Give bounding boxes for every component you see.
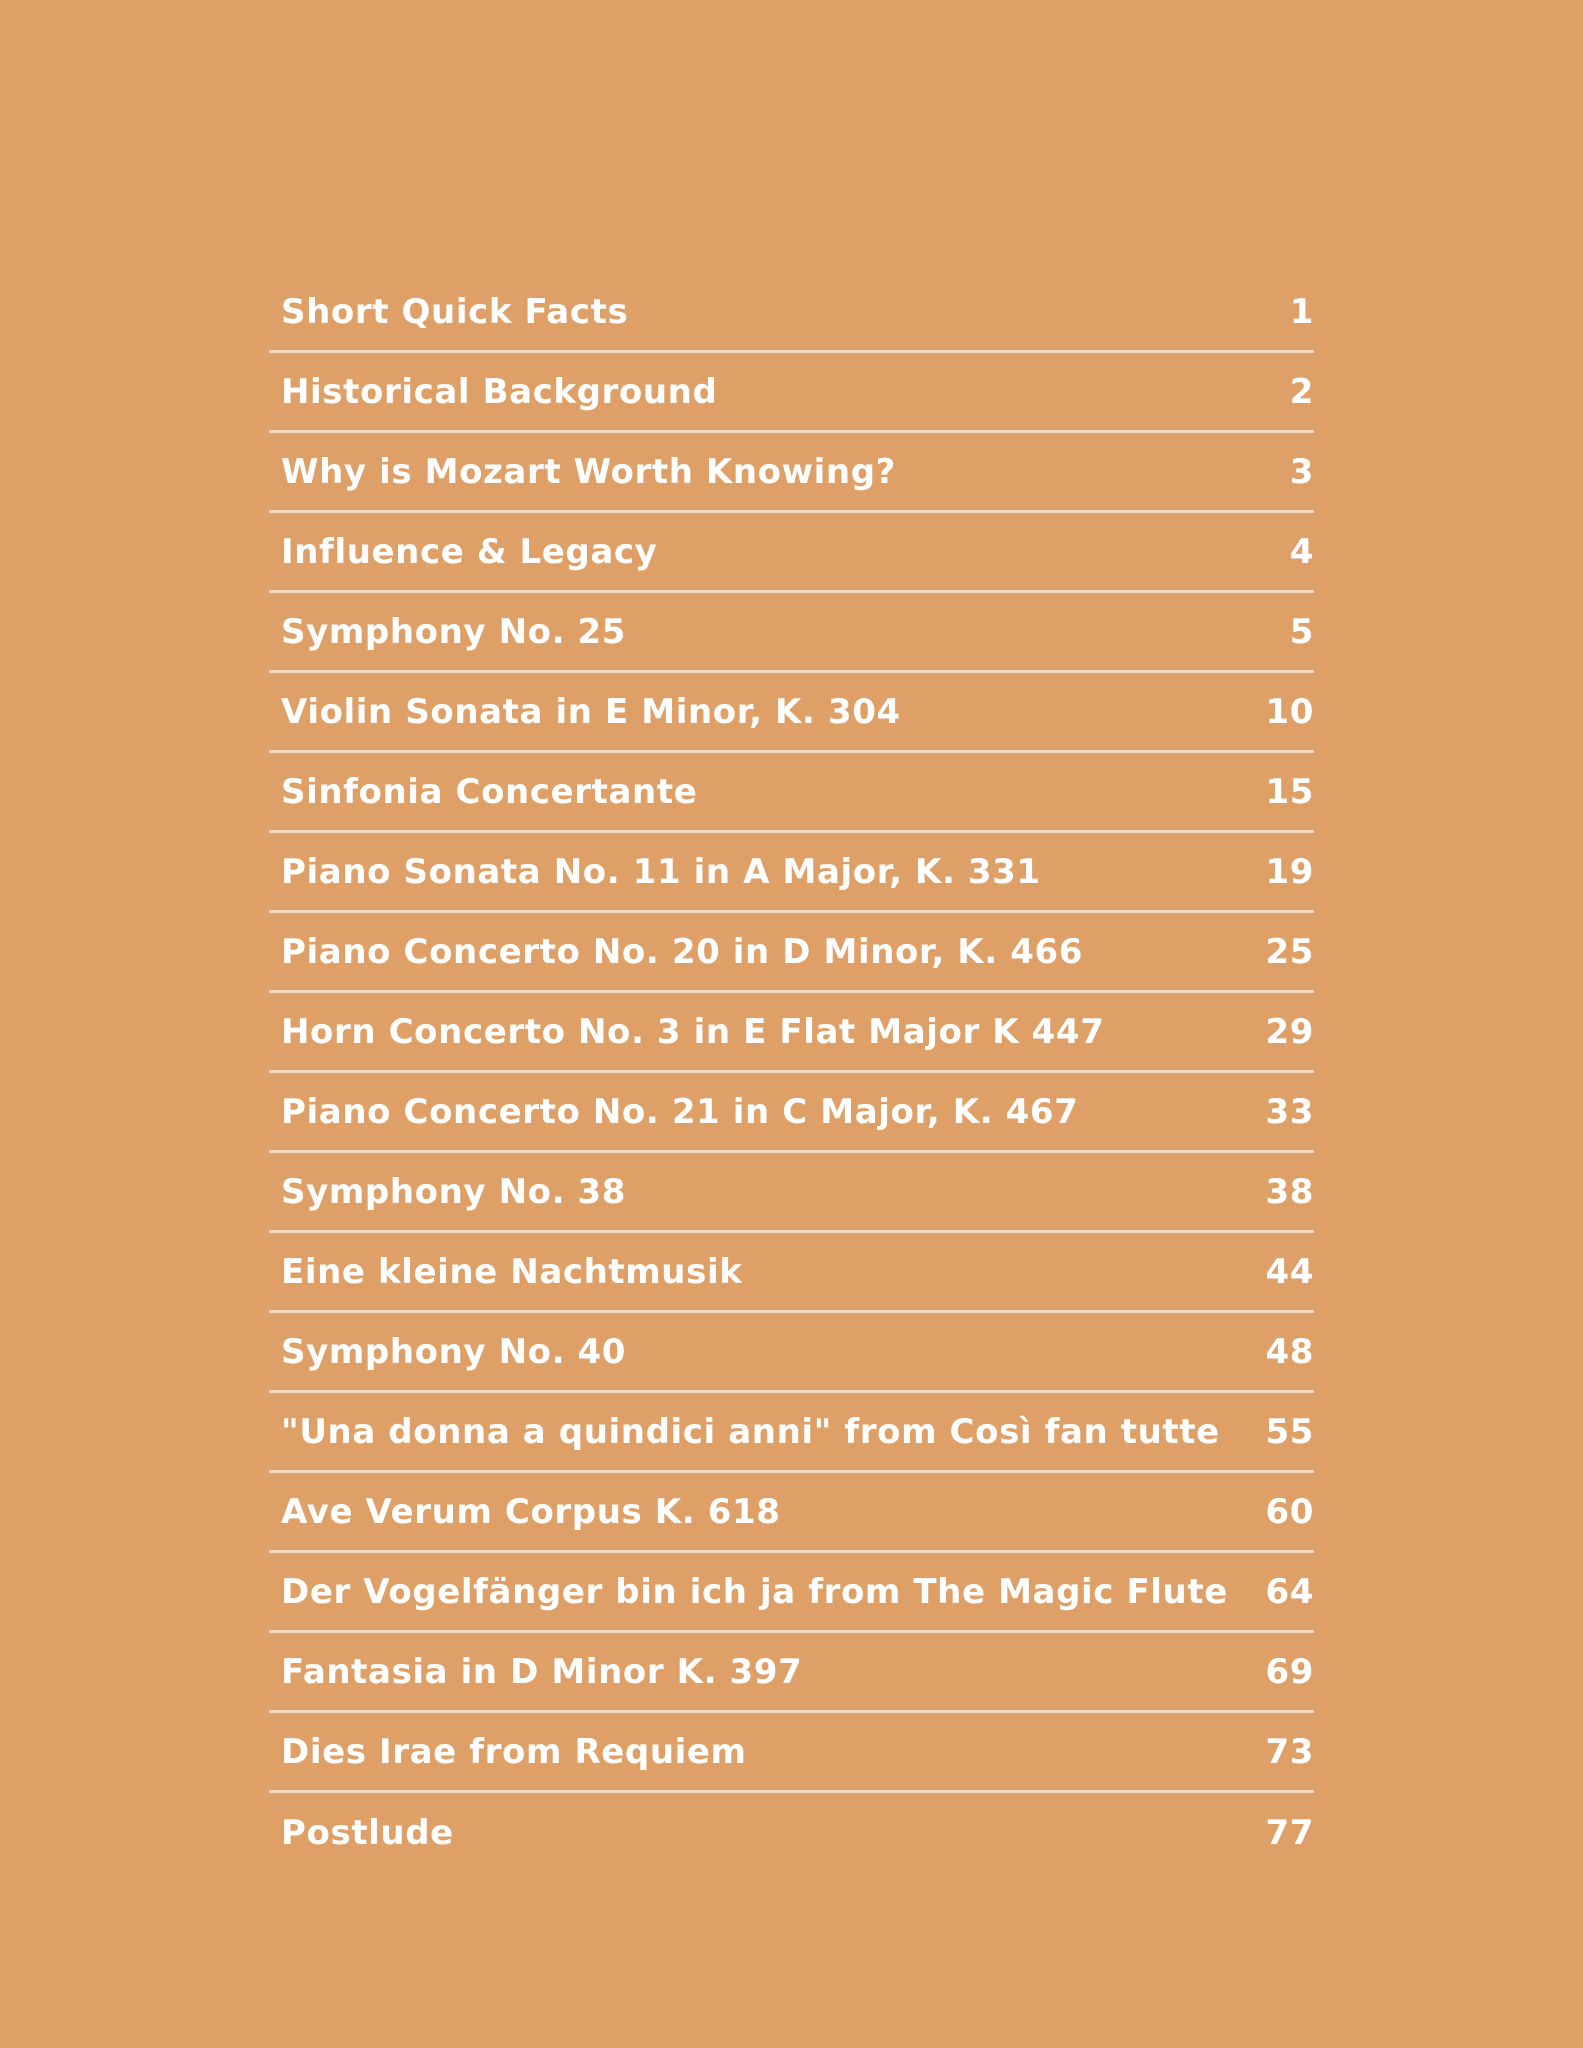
toc-entry[interactable] (269, 353, 1314, 433)
toc-entry[interactable] (269, 1473, 1314, 1553)
toc-entry-page: 15 (1265, 771, 1314, 812)
toc-entry-page: 55 (1265, 1411, 1314, 1452)
toc-entry-title: Eine kleine Nachtmusik (281, 1251, 743, 1292)
toc-entry-page: 44 (1265, 1251, 1314, 1292)
toc-entry[interactable] (269, 913, 1314, 993)
toc-entry[interactable] (269, 1313, 1314, 1393)
toc-entry[interactable] (269, 1393, 1314, 1473)
toc-entry-title: Historical Background (281, 371, 718, 412)
toc-entry-title: Fantasia in D Minor K. 397 (281, 1651, 803, 1692)
table-of-contents (269, 273, 1314, 1873)
toc-entry-page: 77 (1265, 1813, 1314, 1853)
toc-entry-page: 25 (1265, 931, 1314, 972)
toc-entry-page: 10 (1265, 691, 1314, 732)
toc-entry[interactable] (269, 753, 1314, 833)
toc-entry-page: 38 (1265, 1171, 1314, 1212)
toc-entry-page: 3 (1289, 451, 1314, 492)
toc-entry-title: Why is Mozart Worth Knowing? (281, 451, 896, 492)
toc-entry[interactable] (269, 1073, 1314, 1153)
toc-entry-title: Dies Irae from Requiem (281, 1731, 747, 1772)
toc-entry[interactable] (269, 433, 1314, 513)
toc-entry-page: 33 (1265, 1091, 1314, 1132)
toc-entry-title: Piano Sonata No. 11 in A Major, K. 331 (281, 851, 1041, 892)
toc-entry-title: Piano Concerto No. 21 in C Major, K. 467 (281, 1091, 1079, 1132)
toc-entry-page: 4 (1289, 531, 1314, 572)
toc-entry-title: Violin Sonata in E Minor, K. 304 (281, 691, 901, 732)
toc-entry[interactable] (269, 1793, 1314, 1873)
toc-entry-title: Sinfonia Concertante (281, 771, 698, 812)
toc-entry-page: 60 (1265, 1491, 1314, 1532)
toc-entry-page: 29 (1265, 1011, 1314, 1052)
toc-entry-title: Symphony No. 40 (281, 1331, 627, 1372)
toc-entry-title: Der Vogelfänger bin ich ja from The Magic Flute (281, 1571, 1228, 1612)
toc-entry-title: "Una donna a quindici anni" from Così fan tutte (281, 1411, 1220, 1452)
toc-entry-title: Symphony No. 38 (281, 1171, 627, 1212)
toc-entry-title: Influence & Legacy (281, 531, 658, 572)
toc-entry[interactable] (269, 833, 1314, 913)
toc-entry[interactable] (269, 673, 1314, 753)
toc-entry-title: Horn Concerto No. 3 in E Flat Major K 447 (281, 1011, 1105, 1052)
toc-entry[interactable] (269, 1553, 1314, 1633)
toc-entry[interactable] (269, 993, 1314, 1073)
toc-entry[interactable] (269, 593, 1314, 673)
toc-entry[interactable] (269, 1233, 1314, 1313)
toc-entry-title: Piano Concerto No. 20 in D Minor, K. 466 (281, 931, 1083, 972)
toc-entry-page: 48 (1265, 1331, 1314, 1372)
toc-entry-page: 64 (1265, 1571, 1314, 1612)
toc-entry-title: Postlude (281, 1813, 454, 1853)
toc-entry-title: Symphony No. 25 (281, 611, 627, 652)
toc-entry-page: 5 (1289, 611, 1314, 652)
toc-entry-page: 69 (1265, 1651, 1314, 1692)
toc-entry-page: 19 (1265, 851, 1314, 892)
toc-entry[interactable] (269, 1633, 1314, 1713)
toc-entry-page: 2 (1289, 371, 1314, 412)
toc-entry[interactable] (269, 273, 1314, 353)
toc-entry[interactable] (269, 513, 1314, 593)
toc-entry[interactable] (269, 1713, 1314, 1793)
toc-entry-page: 1 (1289, 291, 1314, 332)
toc-entry[interactable] (269, 1153, 1314, 1233)
toc-entry-title: Short Quick Facts (281, 291, 629, 332)
toc-entry-title: Ave Verum Corpus K. 618 (281, 1491, 781, 1532)
toc-entry-page: 73 (1265, 1731, 1314, 1772)
